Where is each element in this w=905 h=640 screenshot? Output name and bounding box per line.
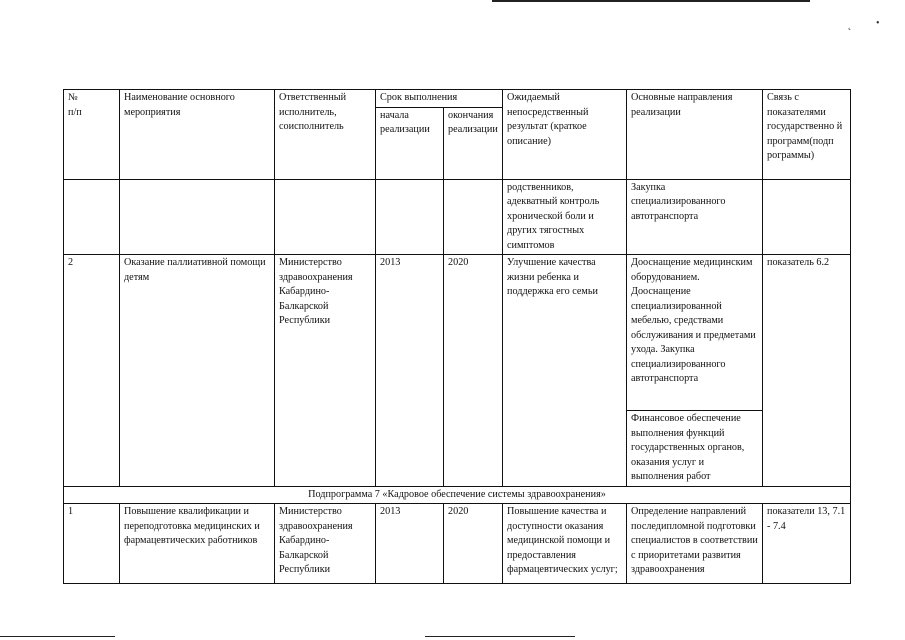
table-row bbox=[64, 179, 851, 255]
row3-end: 2020 bbox=[444, 504, 503, 584]
header-start: начала реализации bbox=[376, 107, 444, 179]
header-name: Наименование основного мероприятия bbox=[120, 90, 275, 180]
row2-num: 2 bbox=[64, 255, 120, 487]
header-period: Срок выполнения bbox=[376, 90, 503, 108]
continuation-result: родственников, адекватный контроль хронической боли и других тягостных симптомов bbox=[503, 179, 627, 255]
header-end: окончания реализации bbox=[444, 107, 503, 179]
row2-responsible: Министерство здравоохранения Кабардино-Балкарской Республики bbox=[275, 255, 376, 487]
row2-directions-b: Финансовое обеспечение выполнения функций государственных органов, оказания услуг и выполнения работ bbox=[627, 411, 763, 487]
row3-start: 2013 bbox=[376, 504, 444, 584]
table-row bbox=[64, 255, 851, 411]
row2-end: 2020 bbox=[444, 255, 503, 487]
header-result: Ожидаемый непосредственный результат (краткое описание) bbox=[503, 90, 627, 180]
scan-artifact-bottom-left bbox=[0, 636, 115, 637]
scan-speck: • bbox=[876, 18, 880, 29]
program-table bbox=[63, 89, 851, 584]
subprogram-title: Подпрограмма 7 «Кадровое обеспечение системы здравоохранения» bbox=[64, 486, 851, 504]
row2-start: 2013 bbox=[376, 255, 444, 487]
header-num: № п/п bbox=[64, 90, 120, 180]
subprogram-row bbox=[64, 486, 851, 504]
row3-directions: Определение направлений последипломной подготовки специалистов в соответствии с приоритетами развития здравоохранения bbox=[627, 504, 763, 584]
row3-num: 1 bbox=[64, 504, 120, 584]
row3-responsible: Министерство здравоохранения Кабардино-Балкарской Республики bbox=[275, 504, 376, 584]
header-row bbox=[64, 90, 851, 108]
header-link: Связь с показателями государственно й программ(подп рограммы) bbox=[763, 90, 851, 180]
row2-result: Улучшение качества жизни ребенка и поддержка его семьи bbox=[503, 255, 627, 487]
row3-name: Повышение квалификации и переподготовка медицинских и фармацевтических работников bbox=[120, 504, 275, 584]
header-directions: Основные направления реализации bbox=[627, 90, 763, 180]
header-responsible: Ответственный исполнитель, соисполнитель bbox=[275, 90, 376, 180]
scan-artifact-bottom-mid bbox=[425, 636, 575, 637]
scan-artifact-top bbox=[492, 0, 810, 2]
continuation-directions: Закупка специализированного автотранспорта bbox=[627, 179, 763, 255]
row3-link: показатели 13, 7.1 - 7.4 bbox=[763, 504, 851, 584]
row2-directions-a: Дооснащение медицинским оборудованием. Дооснащение специализированной мебелью, средствами обслуживания и предметами ухода. Закупка специализированного автотранспорта bbox=[627, 255, 763, 411]
scan-speck: ˛ bbox=[848, 20, 852, 31]
row2-name: Оказание паллиативной помощи детям bbox=[120, 255, 275, 487]
row2-link: показатель 6.2 bbox=[763, 255, 851, 487]
table-row bbox=[64, 504, 851, 584]
row3-result: Повышение качества и доступности оказания медицинской помощи и предоставления фармацевтических услуг; bbox=[503, 504, 627, 584]
